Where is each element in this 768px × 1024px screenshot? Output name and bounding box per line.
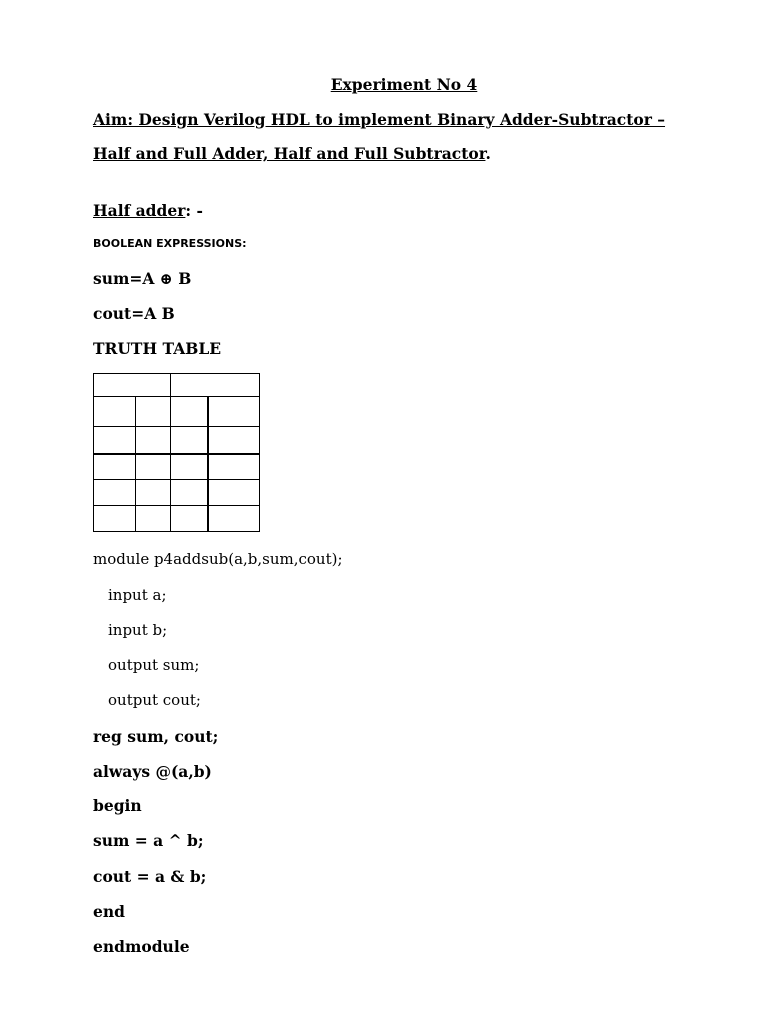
truth-table-cell: [171, 506, 208, 532]
code-reg-line: reg sum, cout;: [93, 727, 219, 746]
truth-table-cell: [208, 480, 260, 506]
truth-table-cell: [94, 506, 136, 532]
boolean-expressions-label: BOOLEAN EXPRESSIONS:: [93, 237, 247, 250]
truth-table-row: [94, 454, 260, 480]
code-always-line: always @(a,b): [93, 762, 212, 781]
code-output-sum: output sum;: [108, 656, 200, 674]
truth-table-row: [94, 397, 260, 427]
truth-table-cell: [94, 454, 136, 480]
code-end: end: [93, 902, 125, 921]
section-heading: [93, 203, 203, 219]
truth-table-cell: [94, 427, 136, 454]
truth-table-label: TRUTH TABLE: [93, 339, 222, 358]
page-title: Experiment No 4: [330, 75, 478, 94]
code-input-a: input a;: [108, 586, 167, 604]
truth-table-cell: [94, 480, 136, 506]
code-input-b: input b;: [108, 621, 168, 639]
truth-table-cell: [208, 397, 260, 427]
truth-table-header-row: [94, 374, 260, 397]
truth-table-cell: [171, 480, 208, 506]
truth-table-cell: [136, 427, 171, 454]
code-begin: begin: [93, 796, 142, 815]
truth-table-cell: [171, 454, 208, 480]
code-sum-assign: sum = a ^ b;: [93, 831, 204, 850]
truth-table-row: [94, 506, 260, 532]
truth-table-cell: [208, 454, 260, 480]
truth-table: [93, 373, 260, 532]
section-heading-tail: : -: [185, 201, 203, 220]
truth-table-cell: [136, 506, 171, 532]
truth-table-cell: [171, 427, 208, 454]
code-module-declaration: module p4addsub(a,b,sum,cout);: [93, 550, 343, 568]
truth-table-row: [94, 427, 260, 454]
truth-table-cell: [171, 397, 208, 427]
section-heading-text: Half adder: [93, 201, 186, 220]
aim-line-2: [93, 146, 491, 162]
aim-line-2-text: Half and Full Adder, Half and Full Subtractor: [93, 144, 486, 163]
truth-table-cell: [136, 454, 171, 480]
cout-expression: cout=A B: [93, 304, 175, 323]
code-cout-assign: cout = a & b;: [93, 867, 207, 886]
truth-table-header-cell: [94, 374, 171, 397]
truth-table-cell: [208, 506, 260, 532]
aim-line-1: Aim: Design Verilog HDL to implement Binary Adder-Subtractor –: [93, 110, 666, 129]
aim-line-2-period: .: [485, 144, 491, 163]
truth-table-cell: [208, 427, 260, 454]
truth-table-row: [94, 480, 260, 506]
code-output-cout: output cout;: [108, 691, 201, 709]
code-endmodule: endmodule: [93, 937, 190, 956]
truth-table-cell: [94, 397, 136, 427]
truth-table-cell: [136, 397, 171, 427]
sum-expression: sum=A ⊕ B: [93, 269, 192, 288]
truth-table-header-cell: [171, 374, 260, 397]
truth-table-cell: [136, 480, 171, 506]
